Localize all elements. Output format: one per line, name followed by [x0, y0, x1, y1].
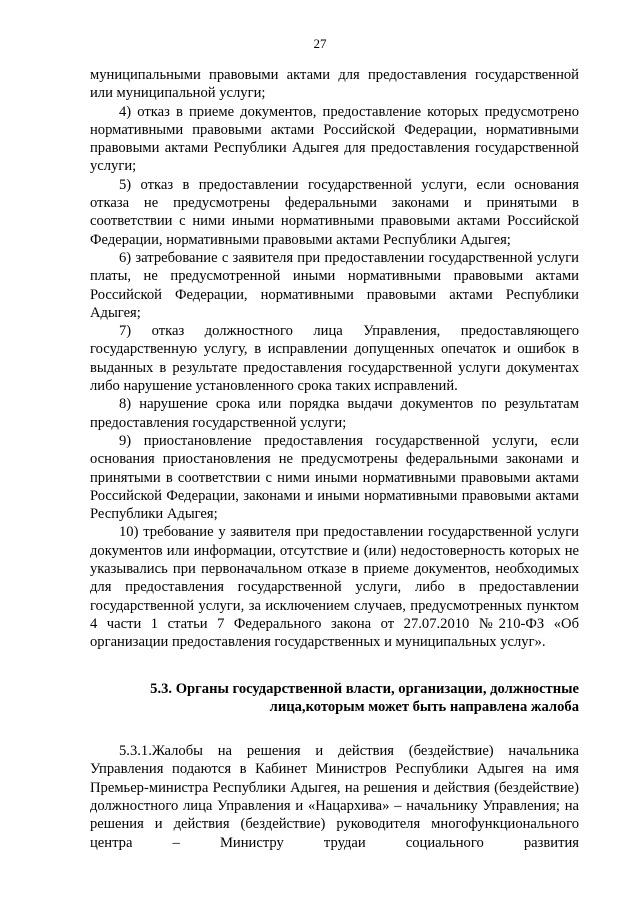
document-body — [90, 66, 579, 852]
paragraph-5-3-1: 5.3.1.Жалобы на решения и действия (бездействие) начальника Управления подаются в Кабинет Министров Республики Адыгея на имя Премьер-министра Республики Адыгея, на решения и действия (бездействие) должностного лица Управления и «Нацархива» – начальнику Управления; на решения и действия (бездействие) руководителя многофункционального центра – Министру трудаи социального развития — [90, 743, 579, 851]
section-heading-line-1: 5.3. Органы государственной власти, организации, должностные — [150, 680, 579, 697]
list-item-6: 6) затребование с заявителя при предоставлении государственной услуги платы, не предусмотренной иными нормативными правовыми актами Российской Федерации, нормативными правовыми актами Республики Адыгея; — [90, 249, 579, 321]
list-item-9: 9) приостановление предоставления государственной услуги, если основания приостановления не предусмотрены федеральными законами и принятыми в соответствии с ними иными нормативными правовыми актами Российской Федерации, законами и иными нормативными правовыми актами Республики Адыгея; — [90, 432, 579, 523]
paragraph-continuation: муниципальными правовыми актами для предоставления государственной или муниципальной услуги; — [90, 67, 579, 102]
list-item-7: 7) отказ должностного лица Управления, предоставляющего государственную услугу, в исправлении допущенных опечаток и ошибок в выданных в результате предоставления государственной услуги документах либо нарушение установленного срока таких исправлений. — [90, 323, 579, 395]
list-item-10: 10) требование у заявителя при предоставлении государственной услуги документов или информации, отсутствие и (или) недостоверность которых не указывались при первоначальном отказе в приеме документов, необходимых для предоставления государственной услуги, либо в предоставлении государственной услуги, за исключением случаев, предусмотренных пунктом 4 части 1 статьи 7 Федерального закона от 27.07.2010 №210-ФЗ «Об организации предоставления государственных и муниципальных услуг». — [90, 524, 579, 651]
section-heading-line-2: лица,которым может быть направлена жалоба — [269, 698, 579, 715]
list-item-5: 5) отказ в предоставлении государственной услуги, если основания отказа не предусмотрены федеральными законами и принятыми в соответствии с ними иными нормативными правовыми актами Российской Федерации, нормативными правовыми актами Республики Адыгея; — [90, 176, 579, 248]
section-heading — [90, 680, 579, 717]
list-item-4: 4) отказ в приеме документов, предоставление которых предусмотрено нормативными правовыми актами Российской Федерации, нормативными правовыми актами Республики Адыгея для предоставления государственной услуги; — [90, 103, 579, 175]
page-number: 27 — [313, 36, 327, 51]
list-item-8: 8) нарушение срока или порядка выдачи документов по результатам предоставления государственной услуги; — [90, 396, 579, 431]
